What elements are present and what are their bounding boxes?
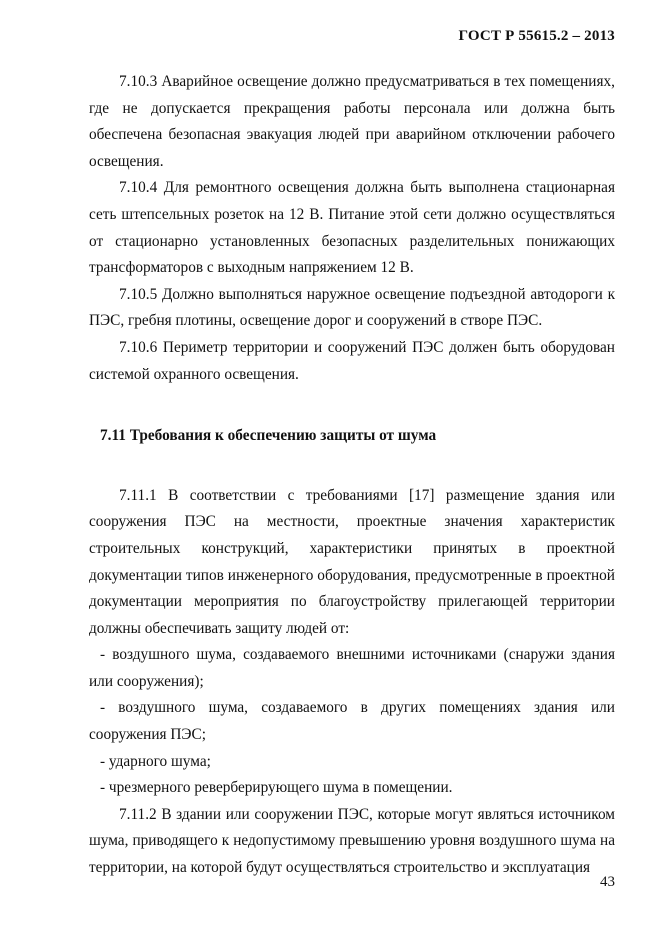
paragraph-7-10-4: 7.10.4 Для ремонтного освещения должна быть выполнена стационарная сеть штепсельных розеток на 12 В. Питание этой сети должно осуществляться от стационарно установленных безопасных разделительных понижающих трансформаторов с выходным напряжением 12 В. [89, 179, 615, 277]
paragraph-7-11-1: 7.11.1 В соответствии с требованиями [17] размещение здания или сооружения ПЭС на местности, проектные значения характеристик строительных конструкций, характеристики принятых в проектной документации типов инженерного оборудования, предусмотренные в проектной документации мероприятия по благоустройству прилегающей территории должны обеспечивать защиту людей от: [89, 486, 615, 637]
paragraph-7-10-6: 7.10.6 Периметр территории и сооружений ПЭС должен быть оборудован системой охранного освещения. [89, 338, 615, 383]
paragraph-7-10-3: 7.10.3 Аварийное освещение должно предусматриваться в тех помещениях, где не допускается прекращения работы персонала или должна быть обеспечена безопасная эвакуация людей при аварийном отключении рабочего освещения. [89, 73, 615, 170]
paragraph-7-10-5: 7.10.5 Должно выполняться наружное освещение подъездной автодороги к ПЭС, гребня плотины, освещение дорог и сооружений в створе ПЭС. [89, 285, 615, 330]
list-item: - воздушного шума, создаваемого внешними источниками (снаружи здания или сооружения); [89, 646, 615, 690]
section-title-7-11: 7.11 Требования к обеспечению защиты от шума [100, 427, 437, 445]
list-item: - воздушного шума, создаваемого в других помещениях здания или сооружения ПЭС; [89, 699, 615, 744]
document-header: ГОСТ Р 55615.2 – 2013 [458, 28, 615, 44]
document-body [89, 69, 615, 882]
page-number: 43 [600, 874, 615, 890]
list-item: - чрезмерного реверберирующего шума в помещении. [100, 779, 453, 797]
paragraph-7-11-2: 7.11.2 В здании или сооружении ПЭС, которые могут являться источником шума, приводящего к недопустимому превышению уровня воздушного шума на территории, на которой будут осуществляться строительство и эксплуатация [89, 805, 615, 877]
list-item: - ударного шума; [100, 752, 211, 770]
